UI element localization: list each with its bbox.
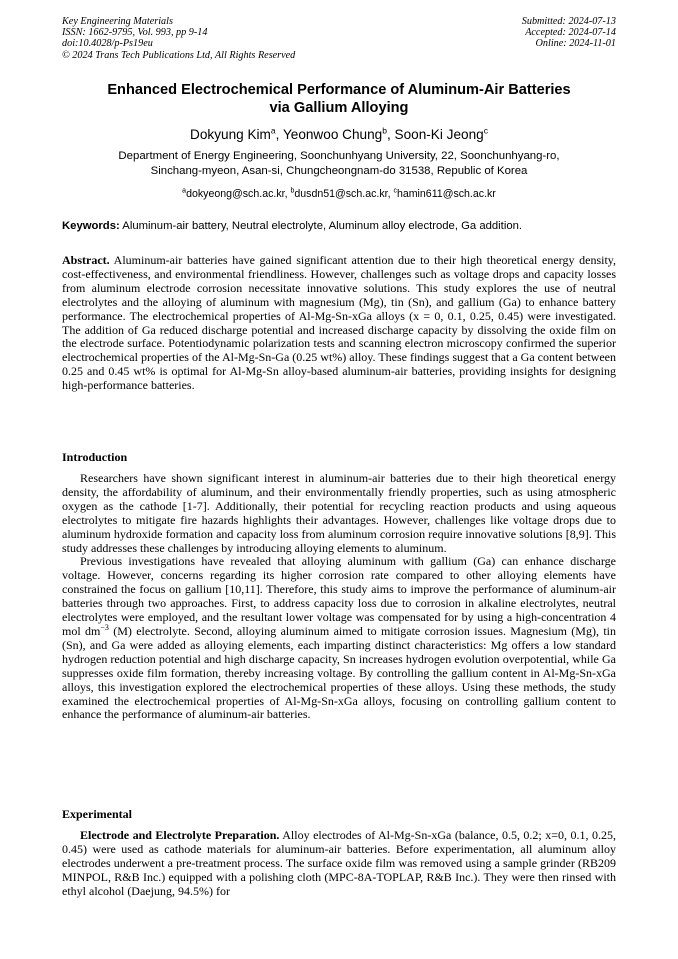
author: Dokyung Kim$^a$,	[190, 125, 283, 142]
author-list	[62, 122, 616, 143]
experimental-subheading: Electrode and Electrolyte Preparation.	[80, 828, 280, 842]
keywords	[62, 219, 616, 233]
affiliation-line-2: Sinchang-myeon, Asan-si, Chungcheongnam-do 31538, Republic of Korea	[150, 165, 528, 178]
keywords-text: Aluminum-air battery, Neutral electrolyte, Aluminum alloy electrode, Ga addition.	[119, 220, 523, 232]
title-line-1: Enhanced Electrochemical Performance of Aluminum-Air Batteries	[107, 82, 571, 98]
email: $^b$dusdn51@sch.ac.kr,	[290, 187, 394, 200]
keywords-label: Keywords:	[62, 220, 120, 232]
doi-line: doi:10.4028/p-Ps19eu	[62, 38, 153, 50]
email: $^a$dokyeong@sch.ac.kr,	[182, 187, 291, 200]
publication-info	[62, 16, 295, 61]
affiliation	[62, 149, 616, 180]
abstract	[62, 254, 616, 393]
abstract-label: Abstract.	[62, 253, 110, 267]
affiliation-line-1: Department of Energy Engineering, Soonchunhyang University, 22, Soonchunhyang-ro,	[118, 150, 560, 162]
author: Yeonwoo Chung$^b$,	[282, 125, 395, 142]
experimental-body	[62, 829, 616, 899]
dates-info	[522, 16, 616, 50]
introduction-heading: Introduction	[62, 450, 128, 464]
online-date: Online: 2024-11-01	[535, 38, 616, 50]
email: $^c$hamin611@sch.ac.kr	[393, 187, 496, 200]
introduction-body	[62, 472, 616, 722]
journal-name: Key Engineering Materials	[62, 16, 173, 27]
email-list	[62, 184, 616, 201]
accepted-date: Accepted: 2024-07-14	[525, 27, 616, 39]
experimental-heading: Experimental	[62, 807, 132, 821]
intro-paragraph-1: Researchers have shown significant interest in aluminum-air batteries due to their high theoretical energy density, the affordability of aluminum, and their environmentally friendly properties, such as using atmospheric oxygen as the cathode [1-7]. Additionally, their potential for recycling reaction products and using aqueous electrolytes to mitigate fire hazards highlights their advantages. However, challenges like voltage drops due to aluminum hydroxide formation and capacity loss from aluminum corrosion require innovative solutions [8,9]. This study addresses these challenges by introducing alloying elements to aluminum.	[62, 471, 616, 555]
title-line-2: via Gallium Alloying	[269, 99, 409, 116]
intro-paragraph-2: Previous investigations have revealed that alloying aluminum with gallium (Ga) can enhance discharge voltage. However, concerns regarding its higher corrosion rate compared to other alloying elements have constrained the focus on gallium [10,11]. Therefore, this study aims to improve the performance of aluminum-air batteries through two approaches. First, to address capacity loss due to corrosion in alkaline electrolytes, neutral electrolytes were employed, and the resultant lower voltage was compensated for by using a high-concentration 4 mol $dm^{-3}$ (M) electrolyte. Second, alloying aluminum aimed to mitigate corrosion issues. Magnesium (Mg), tin (Sn), and Ga were added as alloying elements, each imparting distinct characteristics: Mg offers a low standard hydrogen reduction potential and high discharge capacity, Sn increases hydrogen evolution overpotential, while Ga suppresses oxide film formation, thereby increasing voltage. By controlling the gallium content in Al-Mg-Sn-xGa alloys, this investigation explored the electrochemical properties of these alloys. Using these methods, the study examined the electrochemical properties of Al-Mg-Sn-xGa alloys, focusing on controlling gallium content to enhance the performance of aluminum-air batteries.	[62, 554, 616, 722]
submitted-date: Submitted: 2024-07-13	[521, 16, 616, 27]
experimental-text: Alloy electrodes of Al-Mg-Sn-xGa (balance, 0.5, 0.2; x=0, 0.1, 0.25, 0.45) were used as cathode materials for aluminum-air batteries. Before experimentation, all aluminum alloy electrodes underwent a pre-treatment process. The surface oxide film was removed using a sample grinder (RB209 MINPOL, R&B Inc.) equipped with a polishing cloth (MPC-8A-TOPLAP, R&B Inc.). They were then rinsed with ethyl alcohol (Daejung, 94.5%) for	[62, 828, 616, 898]
issn-line: ISSN: 1662-9795, Vol. 993, pp 9-14	[62, 27, 208, 39]
paper-title	[62, 82, 616, 117]
abstract-text: Aluminum-air batteries have gained significant attention due to their high theoretical energy density, cost-effectiveness, and environmental friendliness. However, challenges such as voltage drops and capacity losses from aluminum electrode corrosion necessitate innovative solutions. This study explores the use of neutral electrolytes and the alloying of aluminum with magnesium (Mg), tin (Sn), and gallium (Ga) to enhance battery performance. The electrochemical properties of Al-Mg-Sn-xGa alloys (x = 0, 0.1, 0.25, 0.45) were investigated. The addition of Ga reduced discharge potential and increased discharge capacity by dissolving the oxide film on the electrode surface. Potentiodynamic polarization tests and scanning electron microscopy confirmed the superior electrochemical properties of the Al-Mg-Sn-Ga (0.25 wt%) alloy. These findings suggest that a Ga content between 0.25 and 0.45 wt% is optimal for Al-Mg-Sn alloy-based aluminum-air batteries, providing insights for designing high-performance batteries.	[62, 253, 616, 393]
copyright-line: © 2024 Trans Tech Publications Ltd, All Rights Reserved	[62, 49, 296, 61]
author: Soon-Ki Jeong$^c$	[394, 125, 488, 142]
